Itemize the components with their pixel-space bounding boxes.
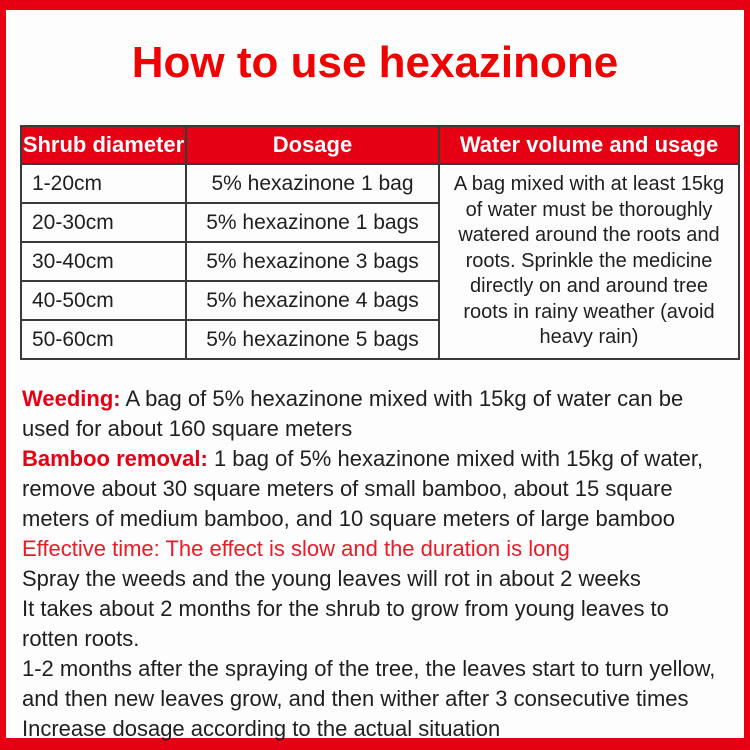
spray-note: Spray the weeds and the young leaves will rot in about 2 weeks	[22, 566, 641, 591]
weeding-label: Weeding:	[22, 386, 121, 411]
bamboo-text: 1 bag of 5% hexazinone mixed with 15kg of water, remove about 30 square meters of small bamboo, about 15 square meters of medium bamboo, and 10 square meters of large bamboo	[22, 446, 704, 531]
diameter-cell: 30-40cm	[21, 242, 186, 281]
table-header-row	[21, 126, 739, 164]
diameter-cell: 1-20cm	[21, 164, 186, 203]
yellow-leaves-note: 1-2 months after the spraying of the tree, the leaves start to turn yellow, and then new leaves grow, and then wither after 3 consecutive times	[22, 656, 716, 711]
bamboo-note	[22, 444, 730, 534]
bamboo-label: Bamboo removal:	[22, 446, 208, 471]
increase-dosage-note: Increase dosage according to the actual situation	[22, 716, 501, 741]
header-dosage: Dosage	[186, 126, 439, 164]
weeding-note	[22, 384, 730, 444]
header-water-volume: Water volume and usage	[439, 126, 739, 164]
dosage-cell: 5% hexazinone 1 bags	[186, 203, 439, 242]
rot-note: It takes about 2 months for the shrub to grow from young leaves to rotten roots.	[22, 596, 669, 651]
header-shrub-diameter: Shrub diameter	[21, 126, 186, 164]
usage-notes	[22, 384, 730, 744]
weeding-text: A bag of 5% hexazinone mixed with 15kg of water can be used for about 160 square meters	[22, 386, 684, 441]
dosage-cell: 5% hexazinone 3 bags	[186, 242, 439, 281]
diameter-cell: 20-30cm	[21, 203, 186, 242]
diameter-cell: 40-50cm	[21, 281, 186, 320]
dosage-table	[20, 125, 740, 360]
dosage-cell: 5% hexazinone 5 bags	[186, 320, 439, 359]
water-usage-cell: A bag mixed with at least 15kg of water must be thoroughly watered around the roots and roots. Sprinkle the medicine directly on and around tree roots in rainy weather (avoid heavy rain)	[439, 164, 739, 359]
table-row	[21, 164, 739, 203]
dosage-cell: 5% hexazinone 1 bag	[186, 164, 439, 203]
dosage-cell: 5% hexazinone 4 bags	[186, 281, 439, 320]
page-title: How to use hexazinone	[131, 38, 619, 87]
diameter-cell: 50-60cm	[21, 320, 186, 359]
effective-time-note: Effective time: The effect is slow and the duration is long	[22, 536, 570, 561]
